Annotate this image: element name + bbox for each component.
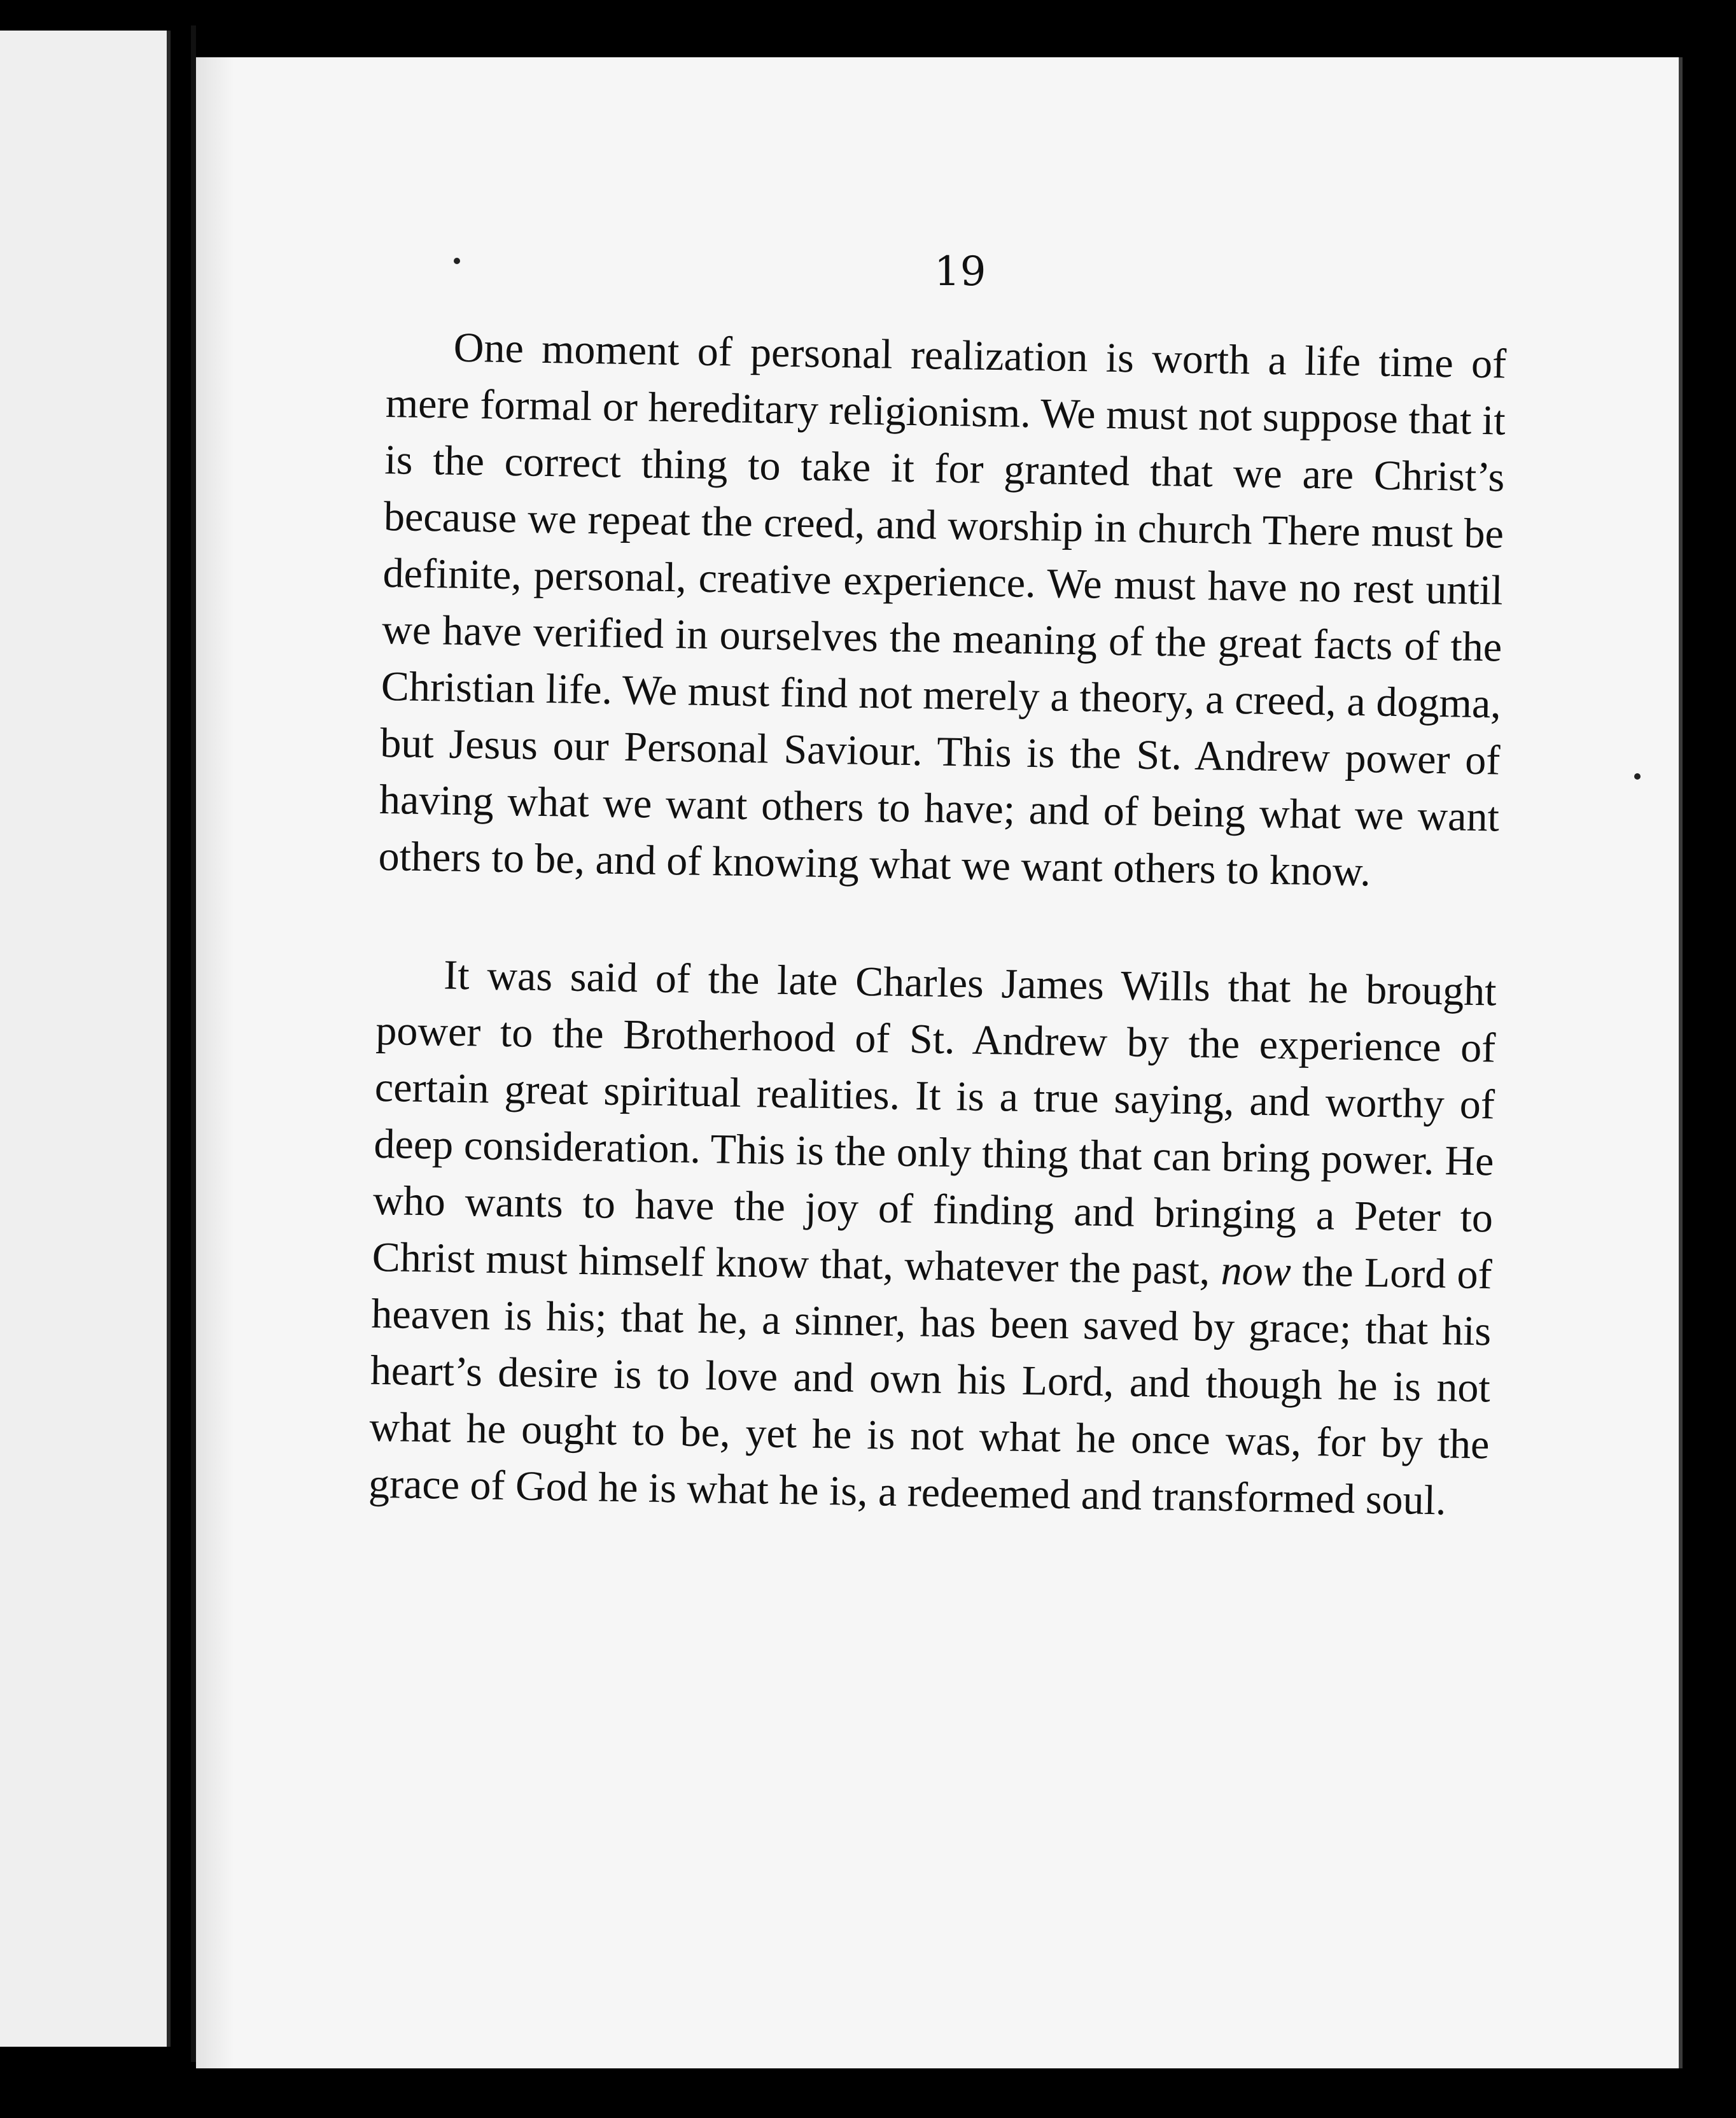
paragraph-2-text-b: the Lord of heaven is his; that he, a sinner, has been saved by grace; that his heart’s desire is to love and own his Lord, and though he is not what he ought to be, yet he is not what he once was, for by the grace of God he is what he is, a redeemed and transformed soul. [368, 1248, 1493, 1524]
paragraph-2-italic-word: now [1221, 1247, 1292, 1295]
paragraph-1: One moment of personal realization is worth a life time of mere formal or hereditary religionism. We must not suppose that it is the correct thing to take it for granted that we are Christ’s because we repeat the creed, and worship in church There must be definite, personal, creative experience. We must have no rest until we have verified in ourselves the meaning of the great facts of the Christian life. We must find not merely a theory, a creed, a dogma, but Jesus our Personal Saviour. This is the St. Andrew power of having what we want others to have; and of being what we want others to be, and of knowing what we want others to know. [378, 324, 1507, 895]
binding-edge [191, 25, 196, 2062]
facing-page-margin [0, 31, 171, 2047]
body-text [368, 318, 1507, 1556]
book-page [196, 57, 1683, 2068]
speck [1634, 773, 1641, 780]
paragraph-2-text-a: It was said of the late Charles James Wills that he brought power to the Brotherhood of St. Andrew by the experience of certain great spiritual realities. It is a true saying, and worthy of deep consideration. This is the only thing that can bring power. He who wants to have the joy of finding and bringing a Peter to Christ must himself know that, whatever the past, [372, 951, 1497, 1294]
speck [454, 258, 460, 264]
page-gutter-shadow [196, 57, 234, 2068]
paragraph-2 [368, 946, 1497, 1530]
page-number: 19 [934, 248, 986, 295]
